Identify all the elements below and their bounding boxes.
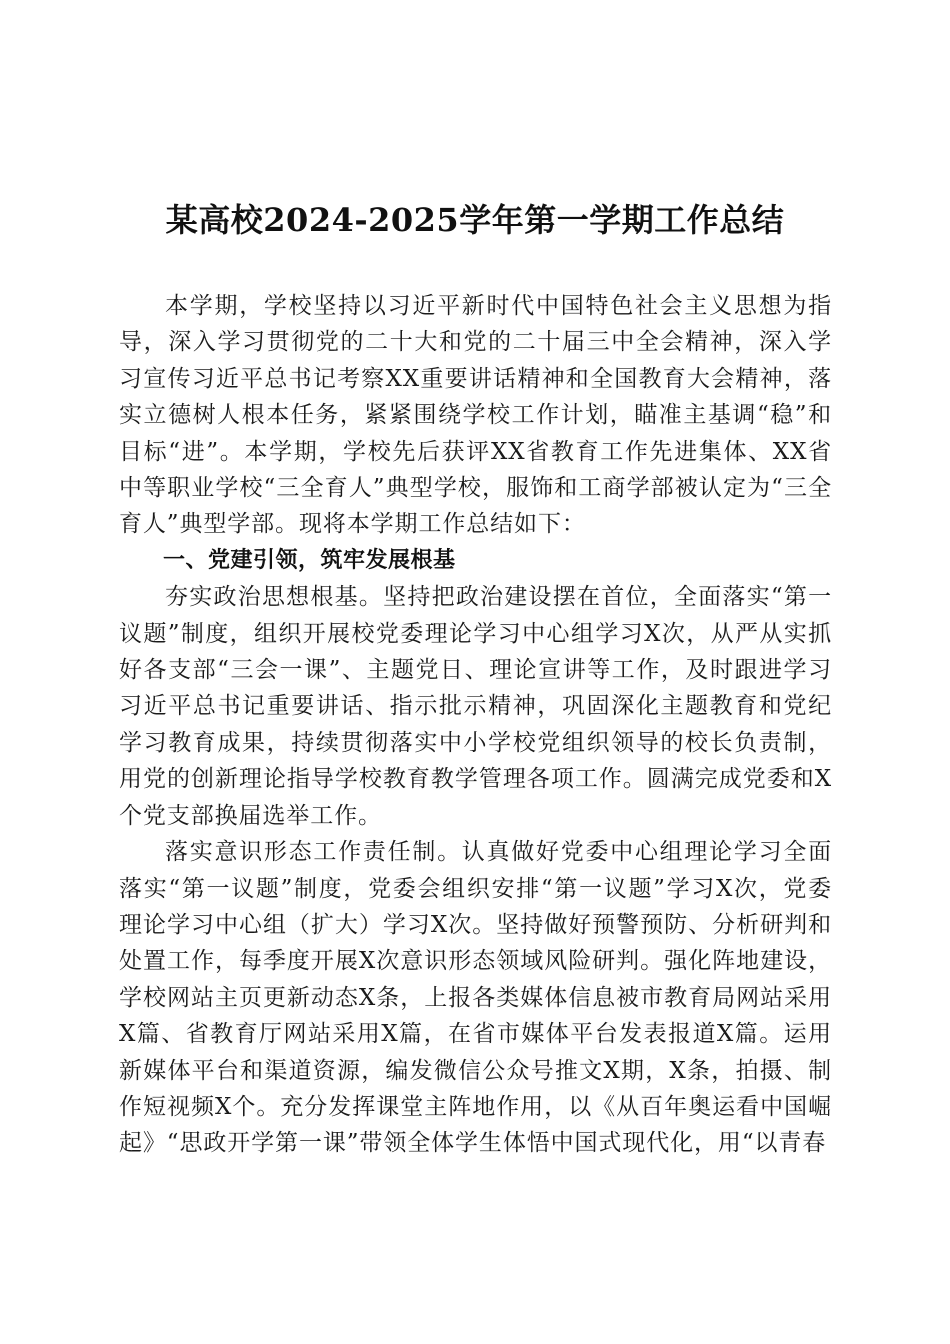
section-heading: 一、党建引领，筑牢发展根基: [163, 547, 456, 573]
section-paragraph: 夯实政治思想根基。坚持把政治建设摆在首位，全面落实“第一议题”制度，组织开展校党委理论学习中心组学习X次，从严从实抓好各支部“三会一课”、主题党日、理论宣讲等工作，及时跟进学习习近平总书记重要讲话、指示批示精神，巩固深化主题教育和党纪学习教育成果，持续贯彻落实中小学校党组织领导的校长负责制，用党的创新理论指导学校教育教学管理各项工作。圆满完成党委和X个党支部换届选举工作。: [119, 584, 832, 829]
intro-paragraph: 本学期，学校坚持以习近平新时代中国特色社会主义思想为指导，深入学习贯彻党的二十大和党的二十届三中全会精神，深入学习宣传习近平总书记考察XX重要讲话精神和全国教育大会精神，落实立德树人根本任务，紧紧围绕学校工作计划，瞄准主基调“稳”和目标“进”。本学期，学校先后获评XX省教育工作先进集体、XX省中等职业学校“三全育人”典型学校，服饰和工商学部被认定为“三全育人”典型学部。现将本学期工作总结如下：: [119, 293, 832, 538]
section-paragraph: 落实意识形态工作责任制。认真做好党委中心组理论学习全面落实“第一议题”制度，党委会组织安排“第一议题”学习X次，党委理论学习中心组（扩大）学习X次。坚持做好预警预防、分析研判和处置工作，每季度开展X次意识形态领域风险研判。强化阵地建设，学校网站主页更新动态X条，上报各类媒体信息被市教育局网站采用X篇、省教育厅网站采用X篇，在省市媒体平台发表报道X篇。运用新媒体平台和渠道资源，编发微信公众号推文X期，X条，拍摄、制作短视频X个。充分发挥课堂主阵地作用，以《从百年奥运看中国崛起》“思政开学第一课”带领全体学生体悟中国式现代化，用“以青春: [119, 839, 832, 1157]
document-body: [119, 288, 832, 1162]
document-title: 某高校2024-2025学年第一学期工作总结: [165, 201, 785, 239]
